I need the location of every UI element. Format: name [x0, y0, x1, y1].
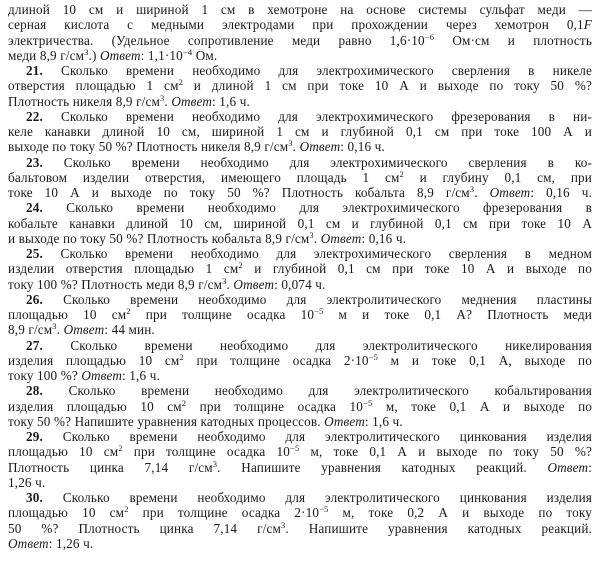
text-segment: . Напишите уравнения катодных реакций.: [285, 520, 592, 536]
text-line: [8, 353, 592, 368]
text-line: [8, 33, 592, 48]
superscript: −5: [363, 398, 373, 408]
superscript: 2: [126, 307, 131, 316]
text-segment: 50 %? Плотность цинка 7,14 г/см: [8, 520, 281, 536]
text-segment: кобальте канавки длиной 10 см, шириной 0,1 см и глубиной 0,1 см при токе 10 А: [8, 215, 592, 231]
text-segment: Сколько времени необходимо для электролитического цинкования изделия: [42, 490, 592, 505]
problem-number: 23.: [26, 154, 43, 170]
text-line: [8, 460, 592, 475]
text-line: [8, 109, 592, 124]
text-segment: .: [292, 139, 300, 155]
answer-label: Ответ: [547, 459, 589, 475]
text-segment: и выходе по току 50 %? Плотность кобальта 8,9 г/см: [8, 230, 310, 246]
answer-label: F: [583, 17, 592, 33]
text-line: [8, 521, 592, 536]
text-segment: Ом.: [192, 47, 218, 63]
text-line: [8, 155, 592, 170]
text-segment: : 1,1·10: [140, 47, 183, 63]
text-segment: .: [226, 276, 234, 292]
text-segment: : 1,6 ч.: [122, 368, 160, 383]
text-segment: меди 8,9 г/см: [8, 47, 85, 63]
text-line: [8, 231, 592, 246]
text-segment: и длиной 1 см при токе 10 А и выходе по току 50 %?: [182, 78, 592, 94]
text-line: [8, 48, 592, 63]
text-segment: при толщине осадка 2·10: [183, 352, 369, 368]
superscript: −6: [424, 32, 435, 42]
answer-label: Ответ: [320, 230, 362, 246]
text-segment: келе канавки длиной 10 см, шириной 1 см и глубиной 0,1 см при токе 100 А и: [8, 124, 592, 139]
text-segment: Сколько времени необходимо для электрохимического фрезерования в ни-: [42, 108, 592, 124]
text-segment: : 44 мин.: [104, 322, 155, 338]
text-segment: Сколько времени необходимо для электролитического никелирования: [42, 337, 592, 353]
text-segment: Плотность никеля 8,9 г/см: [8, 93, 160, 109]
text-line: [8, 185, 592, 200]
superscript: 2: [118, 444, 123, 454]
superscript: −5: [368, 352, 378, 362]
problem-number: 28.: [26, 383, 43, 399]
text-line: [8, 322, 592, 337]
text-segment: м и токе 0,1 А, выходе по: [377, 352, 592, 368]
text-segment: : 1,26 ч.: [48, 535, 94, 551]
superscript: 2: [181, 398, 187, 408]
text-segment: при толщине осадка 10: [130, 307, 315, 322]
text-segment: площадью 10 см: [8, 307, 127, 322]
text-segment: .: [313, 230, 321, 246]
text-segment: Сколько времени необходимо для электрохимического сверления в никеле: [42, 63, 592, 78]
text-line: [8, 307, 592, 322]
text-line: [8, 444, 592, 459]
answer-label: Ответ: [489, 185, 531, 200]
text-line: [8, 399, 592, 414]
text-line: [8, 200, 592, 215]
superscript: 3: [84, 47, 89, 57]
text-segment: Сколько времени необходимо для электролитического кобальтирования: [42, 383, 592, 399]
text-line: [8, 124, 592, 139]
text-line: [8, 78, 592, 93]
superscript: 3: [160, 93, 165, 103]
text-line: [8, 429, 592, 444]
text-line: [8, 94, 592, 109]
answer-label: Ответ: [324, 413, 365, 429]
text-line: [8, 170, 592, 185]
text-segment: .): [88, 47, 100, 63]
text-segment: Плотность цинка 7,14 г/см: [8, 459, 213, 475]
text-segment: изделия площадью 10 см: [8, 398, 182, 414]
superscript: 3: [222, 276, 227, 286]
text-line: [8, 261, 592, 276]
problem-number: 22.: [26, 108, 43, 124]
superscript: 3: [280, 520, 286, 530]
text-line: [8, 475, 592, 490]
text-segment: бальтовом изделии отверстия, имеющего площадь 1 см: [8, 169, 400, 185]
answer-label: Ответ: [63, 322, 105, 338]
problem-number: 25.: [26, 246, 43, 261]
superscript: 3: [469, 185, 475, 194]
text-segment: Сколько времени необходимо для электрохимического фрезерования в: [42, 200, 592, 216]
text-segment: токе 10 А и выходе по току 50 %? Плотность кобальта 8,9 г/см: [8, 185, 470, 200]
text-segment: .: [56, 322, 64, 338]
text-line: [8, 277, 592, 292]
superscript: −5: [314, 307, 324, 316]
text-line: [8, 292, 592, 307]
text-segment: : 1,6 ч.: [212, 93, 250, 109]
superscript: 3: [309, 230, 314, 240]
superscript: −5: [290, 444, 300, 454]
superscript: 2: [124, 505, 129, 515]
text-segment: м, токе 0,1 А и выходе по: [372, 398, 592, 414]
text-line: [8, 368, 592, 383]
answer-label: Ответ: [299, 139, 341, 155]
text-segment: м, токе 0,2 А и выходе по току: [328, 505, 592, 521]
text-segment: отверстия площадью 1 см: [8, 78, 179, 94]
text-segment: : 0,16 ч.: [340, 139, 385, 155]
text-segment: току 100 %?: [8, 368, 82, 383]
text-line: [8, 536, 592, 551]
text-segment: 1,26 ч.: [8, 474, 46, 490]
text-line: [8, 139, 592, 154]
text-segment: : 1,6 ч.: [364, 413, 403, 429]
text-segment: площадью 10 см: [8, 444, 119, 460]
problem-number: 29.: [26, 429, 43, 444]
answer-label: Ответ: [233, 276, 275, 292]
text-segment: .: [474, 185, 490, 200]
text-line: [8, 2, 592, 17]
text-line: [8, 505, 592, 520]
problem-number: 27.: [26, 337, 43, 353]
problem-number: 24.: [26, 200, 43, 216]
text-segment: и глубиной 0,1 см при токе 10 А и выходе по: [242, 261, 592, 277]
problem-number: 21.: [26, 63, 43, 78]
text-segment: электричества. (Удельное сопротивление меди равно 1,6·10: [8, 32, 425, 48]
text-line: [8, 17, 592, 32]
text-segment: току 50 %? Напишите уравнения катодных процессов.: [8, 413, 325, 429]
text-segment: при толщине осадка 10: [122, 444, 290, 460]
text-line: [8, 63, 592, 78]
text-segment: и глубину 0,1 см, при: [403, 169, 592, 185]
text-segment: м и токе 0,1 А? Плотность меди: [323, 307, 592, 322]
text-segment: площадью 10 см: [8, 505, 125, 521]
text-segment: : 0,16 ч.: [530, 185, 592, 200]
superscript: 2: [238, 261, 243, 271]
text-segment: выходе по току 50 %? Плотность никеля 8,9 г/см: [8, 139, 289, 155]
text-segment: Сколько времени необходимо для электрохимического сверления в ко-: [42, 154, 592, 170]
text-segment: .: [164, 93, 172, 109]
superscript: −4: [182, 47, 193, 57]
answer-label: Ответ: [171, 93, 213, 109]
superscript: −5: [319, 505, 329, 515]
text-segment: м, токе 0,1 А и выходе по току 50 %?: [299, 444, 592, 460]
problem-number: 30.: [26, 490, 43, 505]
text-line: [8, 216, 592, 231]
superscript: 2: [399, 169, 404, 179]
answer-label: Ответ: [81, 368, 123, 383]
text-line: [8, 383, 592, 398]
answer-label: Ответ: [99, 47, 141, 63]
superscript: 3: [288, 139, 293, 149]
text-segment: . Напишите уравнения катодных реакций.: [217, 459, 548, 475]
text-segment: длиной 10 см и шириной 1 см в хемотроне на основе системы сульфат меди —: [8, 2, 592, 17]
text-segment: изделия площадью 10 см: [8, 352, 180, 368]
text-segment: изделии отверстия площадью 1 см: [8, 261, 239, 277]
superscript: 3: [212, 459, 218, 469]
text-segment: Сколько времени необходимо для электрохимического сверления в медном: [42, 246, 592, 261]
text-segment: Сколько времени необходимо для электролитического меднения пластины: [42, 291, 592, 307]
text-segment: Сколько времени необходимо для электролитического цинкования изделия: [42, 429, 592, 444]
text-segment: : 0,074 ч.: [274, 276, 326, 292]
superscript: 3: [52, 322, 57, 332]
text-line: [8, 414, 592, 429]
text-line: [8, 246, 592, 261]
text-segment: при толщине осадка 2·10: [128, 505, 320, 521]
superscript: 2: [178, 78, 183, 88]
text-segment: току 100 %? Плотность меди 8,9 г/см: [8, 276, 223, 292]
problem-number: 26.: [26, 291, 43, 307]
text-segment: 8,9 г/см: [8, 322, 53, 338]
text-segment: при толщине осадка 10: [186, 398, 364, 414]
text-line: [8, 490, 592, 505]
text-line: [8, 338, 592, 353]
superscript: 2: [179, 352, 184, 362]
text-segment: серная кислота с медными электродами при прохождении через хемотрон 0,1: [8, 17, 584, 33]
text-segment: : 0,16 ч.: [361, 230, 407, 246]
text-segment: :: [588, 459, 592, 475]
text-segment: Ом·см и плотность: [434, 32, 592, 48]
answer-label: Ответ: [8, 535, 49, 551]
